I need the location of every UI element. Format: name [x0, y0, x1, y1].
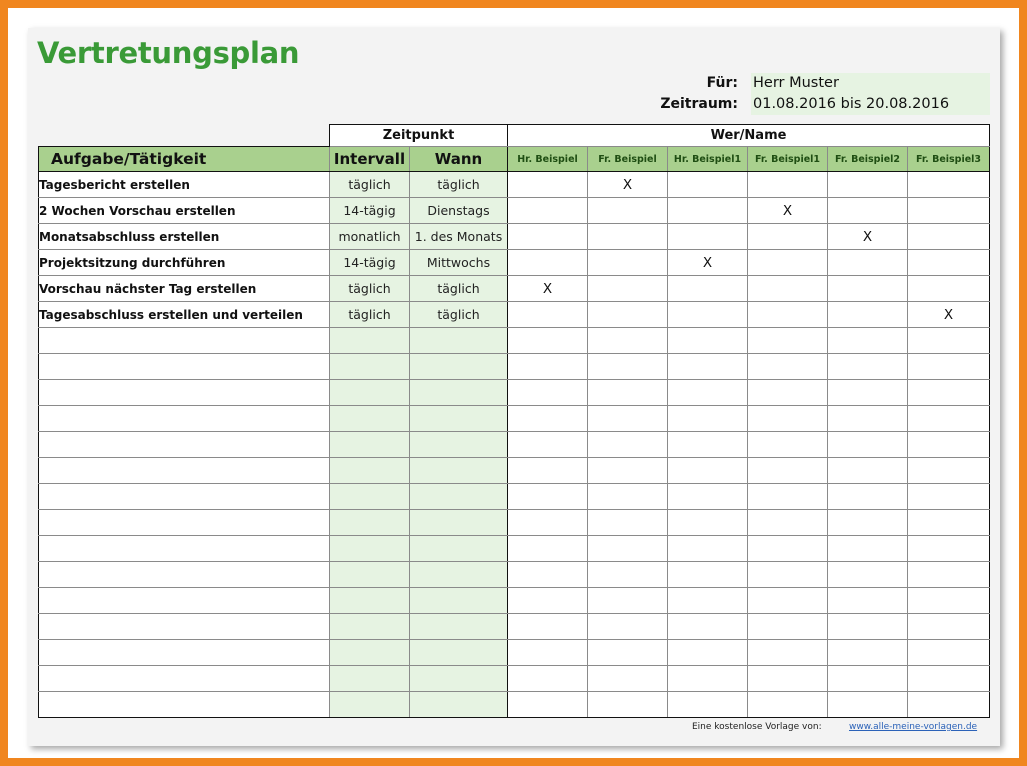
empty-row: [39, 354, 990, 380]
fuer-label: Für:: [706, 75, 738, 91]
column-header-row: [39, 147, 990, 172]
column-header-intervall: Intervall: [330, 147, 410, 172]
assignment-cell[interactable]: [748, 354, 828, 380]
assignment-cell[interactable]: [748, 406, 828, 432]
assignment-cell[interactable]: X: [908, 302, 990, 328]
intervall-cell[interactable]: täglich: [330, 276, 410, 302]
column-header-wann: Wann: [410, 147, 508, 172]
empty-row: [39, 510, 990, 536]
assignment-cell[interactable]: [828, 302, 908, 328]
wann-cell[interactable]: [410, 692, 508, 718]
intervall-cell[interactable]: monatlich: [330, 224, 410, 250]
assignment-cell[interactable]: [828, 458, 908, 484]
intervall-cell[interactable]: [330, 614, 410, 640]
assignment-cell[interactable]: [668, 692, 748, 718]
assignment-cell[interactable]: [828, 198, 908, 224]
assignment-cell[interactable]: [508, 484, 588, 510]
assignment-cell[interactable]: [908, 614, 990, 640]
task-cell[interactable]: [39, 640, 330, 666]
assignment-cell[interactable]: [508, 536, 588, 562]
task-cell[interactable]: [39, 328, 330, 354]
assignment-cell[interactable]: [588, 406, 668, 432]
assignment-cell[interactable]: [668, 328, 748, 354]
assignment-cell[interactable]: [588, 640, 668, 666]
task-cell[interactable]: [39, 510, 330, 536]
task-cell[interactable]: [39, 536, 330, 562]
assignment-cell[interactable]: [508, 328, 588, 354]
column-header-person: Fr. Beispiel2: [828, 147, 908, 172]
assignment-cell[interactable]: [908, 328, 990, 354]
assignment-cell[interactable]: [748, 510, 828, 536]
assignment-cell[interactable]: [828, 406, 908, 432]
assignment-cell[interactable]: [828, 562, 908, 588]
assignment-cell[interactable]: [748, 328, 828, 354]
intervall-cell[interactable]: [330, 380, 410, 406]
intervall-cell[interactable]: [330, 640, 410, 666]
assignment-cell[interactable]: [588, 536, 668, 562]
assignment-cell[interactable]: [508, 458, 588, 484]
wann-cell[interactable]: täglich: [410, 172, 508, 198]
intervall-cell[interactable]: [330, 328, 410, 354]
assignment-cell[interactable]: [508, 224, 588, 250]
assignment-cell[interactable]: [748, 614, 828, 640]
column-header-person: Hr. Beispiel: [508, 147, 588, 172]
assignment-cell[interactable]: [908, 666, 990, 692]
assignment-cell[interactable]: [588, 484, 668, 510]
assignment-cell[interactable]: [748, 172, 828, 198]
wann-cell[interactable]: [410, 432, 508, 458]
wann-cell[interactable]: [410, 510, 508, 536]
column-header-person: Fr. Beispiel3: [908, 147, 990, 172]
assignment-cell[interactable]: [668, 484, 748, 510]
assignment-cell[interactable]: [908, 588, 990, 614]
wann-cell[interactable]: [410, 536, 508, 562]
assignment-cell[interactable]: [668, 510, 748, 536]
assignment-cell[interactable]: [588, 250, 668, 276]
assignment-cell[interactable]: [508, 432, 588, 458]
assignment-cell[interactable]: [748, 276, 828, 302]
assignment-cell[interactable]: [828, 510, 908, 536]
task-cell[interactable]: [39, 588, 330, 614]
assignment-cell[interactable]: [668, 458, 748, 484]
assignment-cell[interactable]: [508, 640, 588, 666]
intervall-cell[interactable]: täglich: [330, 302, 410, 328]
assignment-cell[interactable]: [508, 666, 588, 692]
assignment-cell[interactable]: [828, 536, 908, 562]
empty-row: [39, 562, 990, 588]
assignment-cell[interactable]: [908, 640, 990, 666]
assignment-cell[interactable]: [588, 588, 668, 614]
column-header-person: Fr. Beispiel1: [748, 147, 828, 172]
page-title: Vertretungsplan: [37, 36, 300, 70]
assignment-cell[interactable]: X: [668, 250, 748, 276]
assignment-cell[interactable]: X: [588, 172, 668, 198]
intervall-cell[interactable]: täglich: [330, 172, 410, 198]
assignment-cell[interactable]: [908, 692, 990, 718]
schedule-table: [38, 124, 990, 718]
assignment-cell[interactable]: [668, 562, 748, 588]
assignment-cell[interactable]: [828, 432, 908, 458]
assignment-cell[interactable]: [748, 692, 828, 718]
assignment-cell[interactable]: [908, 432, 990, 458]
table-row: [39, 198, 990, 224]
task-cell[interactable]: [39, 406, 330, 432]
assignment-cell[interactable]: [908, 484, 990, 510]
assignment-cell[interactable]: X: [748, 198, 828, 224]
table-row: [39, 172, 990, 198]
assignment-cell[interactable]: [668, 432, 748, 458]
empty-row: [39, 692, 990, 718]
wann-cell[interactable]: [410, 458, 508, 484]
task-cell[interactable]: 2 Wochen Vorschau erstellen: [39, 198, 330, 224]
assignment-cell[interactable]: [828, 354, 908, 380]
empty-row: [39, 588, 990, 614]
assignment-cell[interactable]: [588, 562, 668, 588]
assignment-cell[interactable]: [748, 380, 828, 406]
intervall-cell[interactable]: [330, 484, 410, 510]
assignment-cell[interactable]: [828, 276, 908, 302]
task-cell[interactable]: [39, 692, 330, 718]
assignment-cell[interactable]: [588, 354, 668, 380]
assignment-cell[interactable]: [588, 614, 668, 640]
wann-cell[interactable]: [410, 328, 508, 354]
intervall-cell[interactable]: [330, 562, 410, 588]
wann-cell[interactable]: [410, 484, 508, 510]
assignment-cell[interactable]: [588, 224, 668, 250]
assignment-cell[interactable]: [828, 614, 908, 640]
intervall-cell[interactable]: [330, 406, 410, 432]
wann-cell[interactable]: [410, 640, 508, 666]
assignment-cell[interactable]: [588, 666, 668, 692]
assignment-cell[interactable]: [508, 562, 588, 588]
wann-cell[interactable]: [410, 354, 508, 380]
assignment-cell[interactable]: [748, 562, 828, 588]
intervall-cell[interactable]: [330, 432, 410, 458]
assignment-cell[interactable]: [668, 614, 748, 640]
task-cell[interactable]: [39, 614, 330, 640]
assignment-cell[interactable]: [908, 172, 990, 198]
table-row: [39, 302, 990, 328]
empty-row: [39, 640, 990, 666]
task-cell[interactable]: [39, 458, 330, 484]
assignment-cell[interactable]: [508, 510, 588, 536]
table-row: [39, 276, 990, 302]
fuer-value[interactable]: Herr Muster: [751, 73, 990, 94]
wann-cell[interactable]: täglich: [410, 302, 508, 328]
assignment-cell[interactable]: X: [508, 276, 588, 302]
assignment-cell[interactable]: [668, 198, 748, 224]
assignment-cell[interactable]: [588, 276, 668, 302]
wann-cell[interactable]: [410, 406, 508, 432]
footer-text: Eine kostenlose Vorlage von:: [692, 722, 822, 732]
task-cell[interactable]: Monatsabschluss erstellen: [39, 224, 330, 250]
column-header-task: Aufgabe/Tätigkeit: [39, 147, 330, 172]
task-cell[interactable]: Vorschau nächster Tag erstellen: [39, 276, 330, 302]
assignment-cell[interactable]: [668, 354, 748, 380]
intervall-cell[interactable]: [330, 588, 410, 614]
assignment-cell[interactable]: [588, 380, 668, 406]
assignment-cell[interactable]: [668, 302, 748, 328]
wann-cell[interactable]: Mittwochs: [410, 250, 508, 276]
assignment-cell[interactable]: [748, 250, 828, 276]
wann-cell[interactable]: [410, 666, 508, 692]
assignment-cell[interactable]: [828, 380, 908, 406]
empty-row: [39, 536, 990, 562]
wer-name-header: Wer/Name: [508, 125, 990, 147]
assignment-cell[interactable]: [828, 172, 908, 198]
assignment-cell[interactable]: [588, 692, 668, 718]
task-cell[interactable]: [39, 380, 330, 406]
assignment-cell[interactable]: [668, 536, 748, 562]
assignment-cell[interactable]: [748, 640, 828, 666]
zeitraum-label: Zeitraum:: [660, 96, 738, 112]
task-cell[interactable]: Projektsitzung durchführen: [39, 250, 330, 276]
assignment-cell[interactable]: [828, 250, 908, 276]
assignment-cell[interactable]: [748, 666, 828, 692]
empty-row: [39, 328, 990, 354]
assignment-cell[interactable]: [908, 406, 990, 432]
footer-link[interactable]: www.alle-meine-vorlagen.de: [849, 722, 978, 732]
task-cell[interactable]: [39, 666, 330, 692]
wann-cell[interactable]: [410, 380, 508, 406]
assignment-cell[interactable]: [748, 588, 828, 614]
table-row: [39, 224, 990, 250]
assignment-cell[interactable]: [508, 302, 588, 328]
wann-cell[interactable]: 1. des Monats: [410, 224, 508, 250]
assignment-cell[interactable]: [508, 406, 588, 432]
assignment-cell[interactable]: [908, 458, 990, 484]
assignment-cell[interactable]: [508, 692, 588, 718]
assignment-cell[interactable]: [908, 198, 990, 224]
intervall-cell[interactable]: [330, 458, 410, 484]
assignment-cell[interactable]: [748, 484, 828, 510]
assignment-cell[interactable]: [508, 354, 588, 380]
assignment-cell[interactable]: [908, 276, 990, 302]
task-cell[interactable]: [39, 432, 330, 458]
zeitraum-value[interactable]: 01.08.2016 bis 20.08.2016: [751, 94, 990, 115]
task-cell[interactable]: Tagesabschluss erstellen und verteilen: [39, 302, 330, 328]
wann-cell[interactable]: täglich: [410, 276, 508, 302]
assignment-cell[interactable]: [828, 328, 908, 354]
assignment-cell[interactable]: [748, 224, 828, 250]
assignment-cell[interactable]: [828, 692, 908, 718]
assignment-cell[interactable]: [748, 302, 828, 328]
empty-row: [39, 458, 990, 484]
intervall-cell[interactable]: [330, 510, 410, 536]
group-header-row: [39, 125, 990, 147]
empty-row: [39, 432, 990, 458]
empty-row: [39, 614, 990, 640]
column-header-person: Hr. Beispiel1: [668, 147, 748, 172]
zeitpunkt-header: Zeitpunkt: [330, 125, 508, 147]
assignment-cell[interactable]: [828, 484, 908, 510]
assignment-cell[interactable]: [588, 328, 668, 354]
assignment-cell[interactable]: [668, 380, 748, 406]
assignment-cell[interactable]: [908, 250, 990, 276]
assignment-cell[interactable]: [668, 224, 748, 250]
wann-cell[interactable]: [410, 614, 508, 640]
task-cell[interactable]: [39, 562, 330, 588]
assignment-cell[interactable]: [588, 302, 668, 328]
assignment-cell[interactable]: [908, 380, 990, 406]
assignment-cell[interactable]: [668, 172, 748, 198]
assignment-cell[interactable]: [588, 198, 668, 224]
intervall-cell[interactable]: [330, 536, 410, 562]
assignment-cell[interactable]: [668, 406, 748, 432]
empty-row: [39, 666, 990, 692]
assignment-cell[interactable]: [748, 458, 828, 484]
intervall-cell[interactable]: 14-tägig: [330, 250, 410, 276]
empty-row: [39, 380, 990, 406]
wann-cell[interactable]: [410, 562, 508, 588]
assignment-cell[interactable]: [588, 458, 668, 484]
assignment-cell[interactable]: [908, 536, 990, 562]
assignment-cell[interactable]: [508, 172, 588, 198]
task-cell[interactable]: Tagesbericht erstellen: [39, 172, 330, 198]
header-spacer: [39, 125, 330, 147]
task-cell[interactable]: [39, 354, 330, 380]
assignment-cell[interactable]: [748, 536, 828, 562]
assignment-cell[interactable]: [668, 276, 748, 302]
assignment-cell[interactable]: [668, 588, 748, 614]
assignment-cell[interactable]: X: [828, 224, 908, 250]
empty-row: [39, 406, 990, 432]
assignment-cell[interactable]: [508, 198, 588, 224]
table-row: [39, 250, 990, 276]
empty-row: [39, 484, 990, 510]
assignment-cell[interactable]: [908, 562, 990, 588]
column-header-person: Fr. Beispiel: [588, 147, 668, 172]
assignment-cell[interactable]: [908, 510, 990, 536]
assignment-cell[interactable]: [828, 666, 908, 692]
assignment-cell[interactable]: [588, 510, 668, 536]
intervall-cell[interactable]: 14-tägig: [330, 198, 410, 224]
assignment-cell[interactable]: [508, 614, 588, 640]
wann-cell[interactable]: Dienstags: [410, 198, 508, 224]
assignment-cell[interactable]: [748, 432, 828, 458]
assignment-cell[interactable]: [828, 588, 908, 614]
assignment-cell[interactable]: [508, 250, 588, 276]
assignment-cell[interactable]: [508, 588, 588, 614]
intervall-cell[interactable]: [330, 354, 410, 380]
assignment-cell[interactable]: [908, 354, 990, 380]
assignment-cell[interactable]: [668, 666, 748, 692]
wann-cell[interactable]: [410, 588, 508, 614]
intervall-cell[interactable]: [330, 666, 410, 692]
assignment-cell[interactable]: [668, 640, 748, 666]
intervall-cell[interactable]: [330, 692, 410, 718]
assignment-cell[interactable]: [508, 380, 588, 406]
assignment-cell[interactable]: [828, 640, 908, 666]
assignment-cell[interactable]: [588, 432, 668, 458]
assignment-cell[interactable]: [908, 224, 990, 250]
task-cell[interactable]: [39, 484, 330, 510]
